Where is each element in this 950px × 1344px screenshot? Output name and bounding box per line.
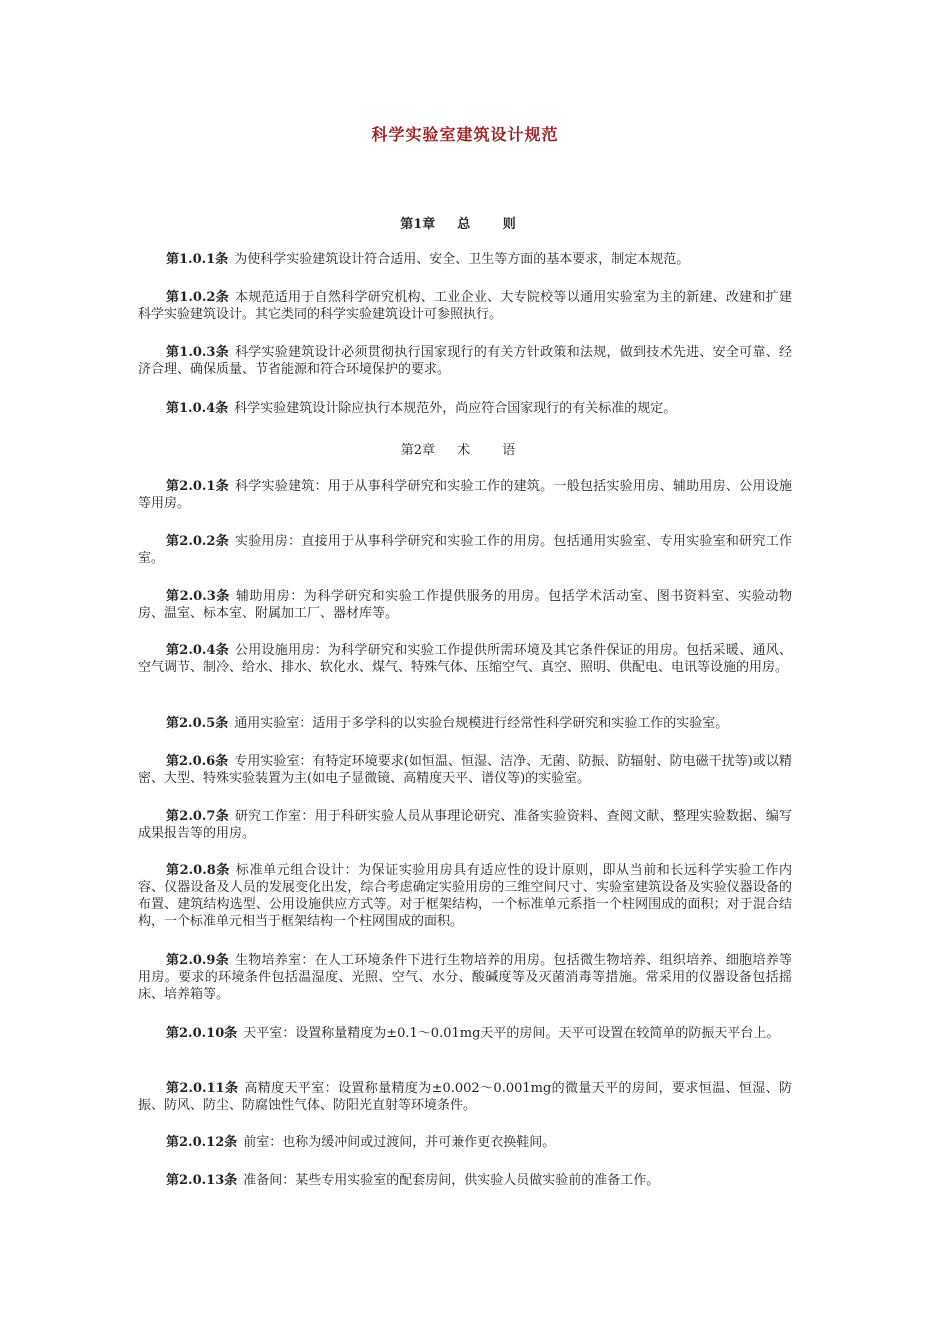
clause-1-0-4	[138, 400, 792, 417]
clause-2-0-1	[138, 478, 792, 512]
clause-number: 第2.0.6条	[166, 754, 229, 769]
clause-2-0-6	[138, 753, 792, 787]
clause-text: 标准单元组合设计：为保证实验用房具有适应性的设计原则，即从当前和长远科学实验工作内容、仪器设备及人员的发展变化出发，综合考虑确定实验用房的三维空间尺寸、实验室建筑设备及实验仪器设备的布置、建筑结构选型、公用设施供应方式等。对于框架结构，一个标准单元系指一个柱网围成的面积；对于混合结构，一个标准单元相当于框架结构一个柱网围成的面积。	[138, 863, 792, 929]
clause-number: 第2.0.3条	[166, 589, 230, 604]
clause-text: 科学实验建筑设计必须贯彻执行国家现行的有关方针政策和法规，做到技术先进、安全可靠、经济合理、确保质量、节省能源和符合环境保护的要求。	[138, 345, 792, 377]
clause-text: 实验用房：直接用于从事科学研究和实验工作的用房。包括通用实验室、专用实验室和研究工作室。	[138, 534, 792, 566]
clause-number: 第2.0.5条	[166, 716, 229, 731]
clause-2-0-13	[138, 1172, 792, 1189]
clause-text: 研究工作室：用于科研实验人员从事理论研究、准备实验资料、查阅文献、整理实验数据、编写成果报告等的用房。	[138, 809, 792, 841]
clause-number: 第2.0.13条	[166, 1173, 238, 1188]
clause-text: 辅助用房：为科学研究和实验工作提供服务的用房。包括学术活动室、图书资料室、实验动物房、温室、标本室、附属加工厂、器材库等。	[138, 589, 792, 621]
clause-number: 第2.0.4条	[166, 643, 229, 658]
chapter-heading-2	[138, 439, 792, 458]
clause-number: 第1.0.1条	[166, 252, 229, 267]
clause-number: 第1.0.2条	[166, 290, 229, 305]
clause-number: 第2.0.12条	[166, 1135, 238, 1150]
clause-number: 第2.0.1条	[166, 479, 229, 494]
clause-2-0-7	[138, 808, 792, 842]
clause-number: 第2.0.2条	[166, 534, 229, 549]
clause-text: 通用实验室：适用于多学科的以实验台规模进行经常性科学研究和实验工作的实验室。	[234, 716, 729, 731]
document-title: 科学实验室建筑设计规范	[371, 125, 559, 144]
clause-text: 科学实验建筑：用于从事科学研究和实验工作的建筑。一般包括实验用房、辅助用房、公用设施等用房。	[138, 479, 792, 511]
clause-text: 生物培养室：在人工环境条件下进行生物培养的用房。包括微生物培养、组织培养、细胞培养等用房。要求的环境条件包括温湿度、光照、空气、水分、酸碱度等及灭菌消毒等措施。常采用的仪器设备包括摇床、培养箱等。	[138, 953, 792, 1002]
clause-number: 第2.0.10条	[166, 1026, 238, 1041]
chapter-heading-1	[138, 213, 792, 232]
clause-text: 公用设施用房：为科学研究和实验工作提供所需环境及其它条件保证的用房。包括采暖、通风、空气调节、制冷、给水、排水、软化水、煤气、特殊气体、压缩空气、真空、照明、供配电、电讯等设施的用房。	[138, 643, 792, 675]
clause-2-0-2	[138, 533, 792, 567]
chapter-number: 第2章	[400, 443, 436, 458]
clause-number: 第2.0.7条	[166, 809, 229, 824]
clause-2-0-9	[138, 952, 792, 1003]
clause-2-0-11	[138, 1080, 792, 1114]
clause-text: 为使科学实验建筑设计符合适用、安全、卫生等方面的基本要求，制定本规范。	[234, 252, 690, 267]
clause-2-0-12	[138, 1134, 792, 1151]
clause-text: 准备间：某些专用实验室的配套房间，供实验人员做实验前的准备工作。	[243, 1173, 660, 1188]
clause-1-0-1	[138, 251, 792, 268]
clause-number: 第2.0.9条	[166, 953, 229, 968]
clause-text: 天平室：设置称量精度为±0.1～0.01mg天平的房间。天平可设置在较简单的防振天平台上。	[243, 1026, 780, 1041]
chapter-name: 总 则	[457, 217, 530, 232]
clause-text: 本规范适用于自然科学研究机构、工业企业、大专院校等以通用实验室为主的新建、改建和扩建科学实验建筑设计。其它类同的科学实验建筑设计可参照执行。	[138, 290, 792, 322]
clause-number: 第1.0.3条	[166, 345, 229, 360]
clause-number: 第1.0.4条	[166, 401, 229, 416]
clause-2-0-3	[138, 588, 792, 622]
clause-text: 科学实验建筑设计除应执行本规范外，尚应符合国家现行的有关标准的规定。	[234, 401, 677, 416]
clause-1-0-3	[138, 344, 792, 378]
clause-text: 高精度天平室：设置称量精度为±0.002～0.001mg的微量天平的房间，要求恒温、恒湿、防振、防风、防尘、防腐蚀性气体、防阳光直射等环境条件。	[138, 1081, 792, 1113]
clause-text: 专用实验室：有特定环境要求(如恒温、恒湿、洁净、无菌、防振、防辐射、防电磁干扰等)或以精密、大型、特殊实验装置为主(如电子显微镜、高精度天平、谱仪等)的实验室。	[138, 754, 792, 786]
clause-number: 第2.0.11条	[166, 1081, 239, 1096]
clause-text: 前室：也称为缓冲间或过渡间，并可兼作更衣换鞋间。	[243, 1135, 556, 1150]
clause-2-0-4	[138, 642, 792, 676]
clause-1-0-2	[138, 289, 792, 323]
chapter-number: 第1章	[400, 217, 436, 232]
clause-2-0-10	[138, 1025, 792, 1042]
clause-number: 第2.0.8条	[166, 863, 230, 878]
clause-2-0-5	[138, 715, 792, 732]
clause-2-0-8	[138, 862, 792, 930]
chapter-name: 术 语	[457, 443, 530, 458]
